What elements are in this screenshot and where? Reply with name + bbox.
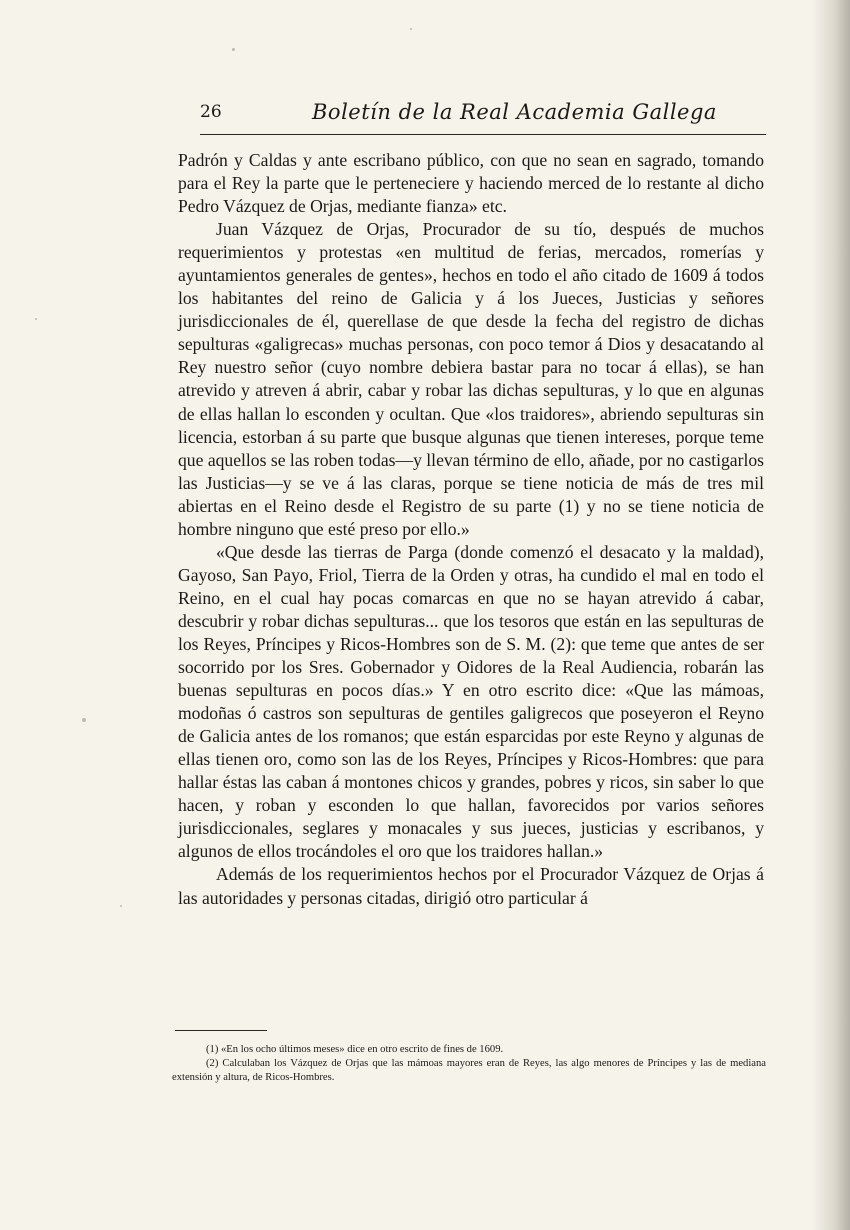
speck	[35, 318, 37, 320]
speck	[82, 718, 86, 722]
body-text	[178, 149, 764, 910]
speck	[120, 905, 122, 907]
journal-title: Boletín de la Real Academia Gallega	[312, 100, 717, 124]
footnote: (1) «En los ocho últimos meses» dice en otro escrito de fines de 1609.	[206, 1044, 504, 1055]
footnote: (2) Calculaban los Vázquez de Orjas que las mámoas mayores eran de Reyes, las algo menores de Príncipes y las de mediana extensión y altura, de Ricos-Hombres.	[172, 1058, 766, 1083]
running-header	[200, 100, 766, 135]
page-number: 26	[200, 102, 222, 122]
speck	[232, 48, 235, 51]
footnote-rule	[175, 1030, 267, 1031]
footnotes	[172, 1043, 766, 1085]
paragraph: «Que desde las tierras de Parga (donde comenzó el desacato y la maldad), Gayoso, San Payo, Friol, Tierra de la Orden y otras, ha cundido el mal en todo el Reino, en el cual hay pocas comarcas en que no se hayan atrevido á cabar, descubrir y robar dichas sepulturas... que los tesoros que están en las sepulturas de los Reyes, Príncipes y Ricos-Hombres son de S. M. (2): que teme que antes de ser socorrido por los Sres. Gobernador y Oidores de la Real Audiencia, robarán las buenas sepulturas en pocos días.» Y en otro escrito dice: «Que las mámoas, modoñas ó castros son sepulturas de gentiles galigrecos que poseyeron el Reyno de Galicia antes de los romanos; que están esparcidas por este Reyno y algunas de ellas tienen oro, como son las de los Reyes, Príncipes y Ricos-Hombres: que para hallar éstas las caban á montones chicos y grandes, pobres y ricos, sin saber lo que hacen, y roban y esconden lo que hallan, favorecidos por varios señores jurisdiccionales, seglares y monacales y sus jueces, justicias y escribanos, y algunos de ellos trocándoles el oro que los traidores hallan.»	[178, 541, 764, 862]
speck	[410, 28, 412, 30]
page-edge-shadow	[812, 0, 850, 1230]
paragraph: Padrón y Caldas y ante escribano público, con que no sean en sagrado, tomando para el Rey la parte que le perteneciere y haciendo merced de lo restante al dicho Pedro Vázquez de Orjas, mediante fianza» etc.	[178, 150, 764, 217]
paragraph: Además de los requerimientos hechos por el Procurador Vázquez de Orjas á las autoridades y personas citadas, dirigió otro particular á	[178, 864, 764, 908]
paragraph: Juan Vázquez de Orjas, Procurador de su tío, después de muchos requerimientos y protestas «en multitud de ferias, mercados, romerías y ayuntamientos generales de gentes», hechos en todo el año citado de 1609 á todos los habitantes del reino de Galicia y á los Jueces, Justicias y señores jurisdiccionales de él, querellase de que desde la fecha del registro de dichas sepulturas «galigrecas» muchas personas, con poco temor á Dios y desacatando al Rey nuestro señor (cuyo nombre debiera bastar para no tocar á ellas), se han atrevido y atreven á abrir, cabar y robar las dichas sepulturas, y lo que en algunas de ellas hallan lo esconden y ocultan. Que «los traidores», abriendo sepulturas sin licencia, estorban á su parte que busque algunas que tienen intereses, porque teme que aquellos se las roben todas—y llevan término de ello, añade, por no castigarlos las Justicias—y se ve á las claras, porque se tiene noticia de más de tres mil abiertas en el Reino desde el Registro de su parte (1) y no se tiene noticia de hombre ninguno que esté preso por ello.»	[178, 219, 764, 539]
